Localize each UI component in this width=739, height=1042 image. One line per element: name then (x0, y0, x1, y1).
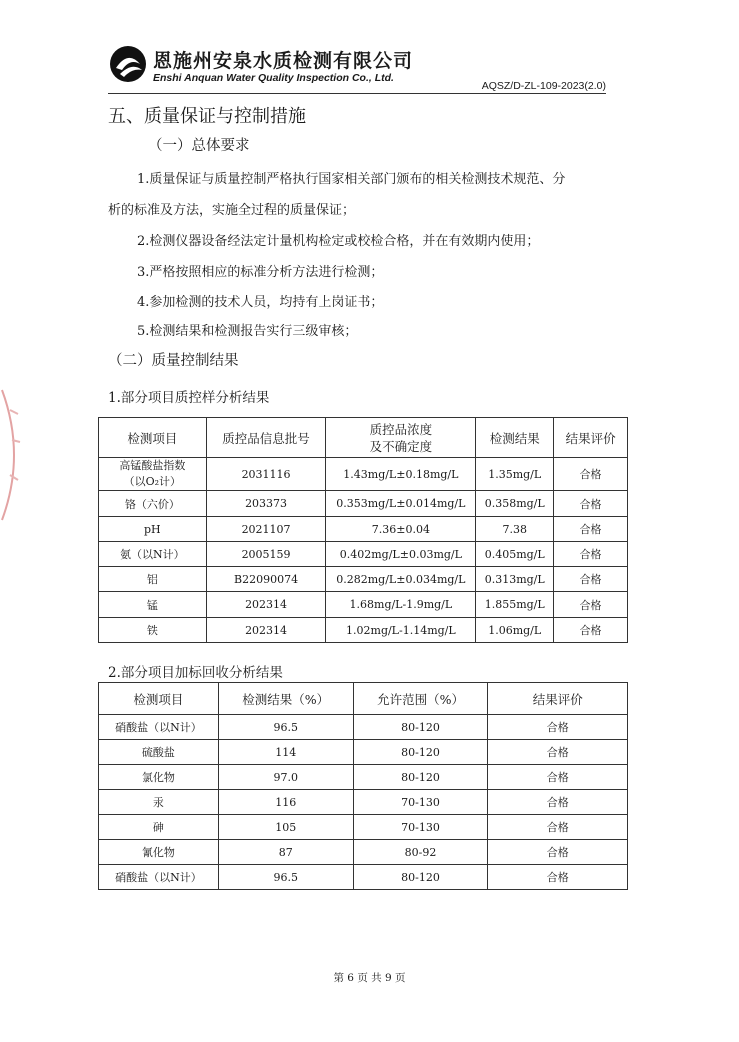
cell-evaluation: 合格 (488, 765, 628, 790)
subsection-qc-results: （二）质量控制结果 (108, 353, 239, 369)
cell-item (99, 458, 207, 491)
paragraph-4: 4.参加检测的技术人员，均持有上岗证书； (137, 295, 384, 310)
cell-item: 铝 (99, 567, 207, 592)
col-header-item: 检测项目 (99, 683, 219, 715)
cell-range: 80-120 (353, 865, 488, 890)
cell-evaluation: 合格 (488, 840, 628, 865)
col-header-range: 允许范围（%） (353, 683, 488, 715)
col-header-result: 检测结果（%） (218, 683, 353, 715)
table-row (99, 491, 628, 517)
cell-item: 氰化物 (99, 840, 219, 865)
cell-concentration: 1.68mg/L-1.9mg/L (326, 592, 476, 618)
cell-range: 70-130 (353, 815, 488, 840)
cell-batch: 203373 (206, 491, 326, 517)
cell-evaluation: 合格 (554, 517, 628, 542)
paragraph-1a: 1.质量保证与质量控制严格执行国家相关部门颁布的相关检测技术规范、分 (137, 172, 566, 187)
cell-result: 0.405mg/L (476, 542, 554, 567)
cell-item: 砷 (99, 815, 219, 840)
subsection-general-requirements: （一）总体要求 (148, 138, 250, 154)
cell-item: 汞 (99, 790, 219, 815)
cell-result: 114 (218, 740, 353, 765)
cell-item-line2: （以O₂计） (123, 475, 182, 488)
cell-result: 0.358mg/L (476, 491, 554, 517)
table-header-row (99, 418, 628, 458)
cell-evaluation: 合格 (488, 865, 628, 890)
col-header-concentration-line2: 及不确定度 (369, 438, 433, 454)
cell-result: 0.313mg/L (476, 567, 554, 592)
cell-result: 105 (218, 815, 353, 840)
cell-range: 80-120 (353, 740, 488, 765)
spike-recovery-table (98, 682, 628, 890)
cell-item: 锰 (99, 592, 207, 618)
document-code: AQSZ/D-ZL-109-2023(2.0) (481, 80, 606, 92)
paragraph-1b: 析的标准及方法，实施全过程的质量保证； (108, 203, 356, 218)
cell-evaluation: 合格 (554, 592, 628, 618)
cell-item: 硝酸盐（以N计） (99, 865, 219, 890)
cell-result: 116 (218, 790, 353, 815)
cell-item: 铬（六价） (99, 491, 207, 517)
table-row (99, 740, 628, 765)
cell-concentration: 0.353mg/L±0.014mg/L (326, 491, 476, 517)
table-header-row (99, 683, 628, 715)
table-row (99, 618, 628, 643)
cell-evaluation: 合格 (554, 567, 628, 592)
cell-evaluation: 合格 (488, 815, 628, 840)
cell-item: 硝酸盐（以N计） (99, 715, 219, 740)
table-row (99, 592, 628, 618)
page-header (108, 42, 606, 94)
cell-batch: 2031116 (206, 458, 326, 491)
table2-title: 2.部分项目加标回收分析结果 (108, 665, 283, 681)
cell-range: 80-120 (353, 765, 488, 790)
col-header-item: 检测项目 (99, 418, 207, 458)
cell-batch: 2021107 (206, 517, 326, 542)
cell-range: 70-130 (353, 790, 488, 815)
cell-evaluation: 合格 (554, 542, 628, 567)
company-name-cn: 恩施州安泉水质检测有限公司 (153, 50, 414, 72)
cell-result: 97.0 (218, 765, 353, 790)
table-row (99, 458, 628, 491)
cell-batch: B22090074 (206, 567, 326, 592)
paragraph-2: 2.检测仪器设备经法定计量机构检定或校检合格，并在有效期内使用； (137, 234, 540, 249)
cell-batch: 202314 (206, 592, 326, 618)
cell-result: 96.5 (218, 715, 353, 740)
seal-stamp-fragment (0, 380, 30, 530)
company-name-en: Enshi Anquan Water Quality Inspection Co., Ltd. (153, 72, 394, 84)
cell-result: 87 (218, 840, 353, 865)
cell-item: 氯化物 (99, 765, 219, 790)
cell-batch: 202314 (206, 618, 326, 643)
cell-concentration: 7.36±0.04 (326, 517, 476, 542)
cell-result: 1.06mg/L (476, 618, 554, 643)
section-title: 五、质量保证与控制措施 (108, 106, 306, 127)
table-row (99, 542, 628, 567)
cell-range: 80-92 (353, 840, 488, 865)
col-header-result: 检测结果 (476, 418, 554, 458)
table-row (99, 840, 628, 865)
cell-evaluation: 合格 (554, 491, 628, 517)
cell-result: 1.855mg/L (476, 592, 554, 618)
table-row (99, 517, 628, 542)
table-row (99, 815, 628, 840)
table-row (99, 790, 628, 815)
table-row (99, 865, 628, 890)
paragraph-5: 5.检测结果和检测报告实行三级审核； (137, 324, 358, 339)
cell-evaluation: 合格 (488, 715, 628, 740)
table-row (99, 715, 628, 740)
cell-concentration: 0.282mg/L±0.034mg/L (326, 567, 476, 592)
table-row (99, 765, 628, 790)
table-row (99, 567, 628, 592)
cell-evaluation: 合格 (488, 740, 628, 765)
cell-concentration: 1.43mg/L±0.18mg/L (326, 458, 476, 491)
col-header-evaluation: 结果评价 (554, 418, 628, 458)
qc-sample-table (98, 417, 628, 643)
cell-item: 氨（以N计） (99, 542, 207, 567)
cell-concentration: 0.402mg/L±0.03mg/L (326, 542, 476, 567)
col-header-concentration-line1: 质控品浓度 (369, 421, 433, 437)
cell-item-line1: 高锰酸盐指数 (119, 459, 186, 472)
cell-item: pH (99, 517, 207, 542)
cell-result: 96.5 (218, 865, 353, 890)
cell-item: 铁 (99, 618, 207, 643)
cell-item: 硫酸盐 (99, 740, 219, 765)
cell-evaluation: 合格 (488, 790, 628, 815)
company-logo-icon (108, 44, 148, 84)
cell-result: 7.38 (476, 517, 554, 542)
col-header-batch: 质控品信息批号 (206, 418, 326, 458)
cell-evaluation: 合格 (554, 618, 628, 643)
header-divider (108, 93, 606, 94)
cell-result: 1.35mg/L (476, 458, 554, 491)
table1-title: 1.部分项目质控样分析结果 (108, 390, 270, 406)
cell-batch: 2005159 (206, 542, 326, 567)
paragraph-3: 3.严格按照相应的标准分析方法进行检测； (137, 265, 384, 280)
col-header-concentration (326, 418, 476, 458)
cell-concentration: 1.02mg/L-1.14mg/L (326, 618, 476, 643)
page-number: 第 6 页 共 9 页 (333, 972, 406, 984)
col-header-evaluation: 结果评价 (488, 683, 628, 715)
cell-range: 80-120 (353, 715, 488, 740)
cell-evaluation: 合格 (554, 458, 628, 491)
